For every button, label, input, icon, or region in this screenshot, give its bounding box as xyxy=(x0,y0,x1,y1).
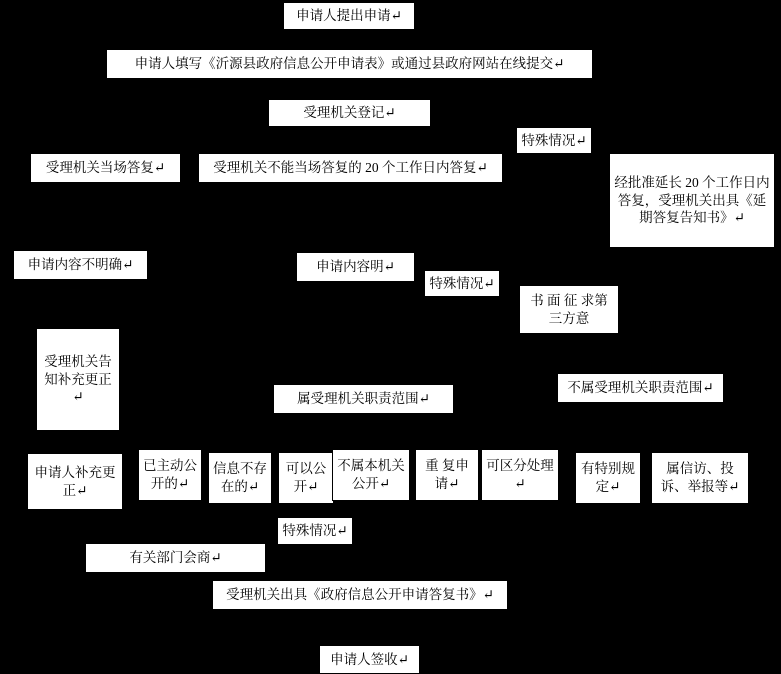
flowchart-node: 特殊情况↵ xyxy=(277,517,353,545)
flowchart-node: 特殊情况↵ xyxy=(424,270,500,297)
flowchart-node: 经批准延长 20 个工作日内答复，受理机关出具《延期答复告知书》↵ xyxy=(609,153,775,248)
flowchart-node: 有关部门会商↵ xyxy=(85,543,266,573)
flowchart-node: 属受理机关职责范围↵ xyxy=(273,384,454,414)
flowchart-node: 受理机关告知补充更正↵ xyxy=(36,328,120,431)
flowchart-node: 书 面 征 求第三方意 xyxy=(519,285,619,334)
flowchart-node: 重 复申请↵ xyxy=(415,449,479,501)
flowchart-node: 申请人填写《沂源县政府信息公开申请表》或通过县政府网站在线提交↵ xyxy=(106,49,593,79)
flowchart-node: 受理机关出具《政府信息公开申请答复书》↵ xyxy=(212,580,508,610)
flowchart-node: 已主动公开的↵ xyxy=(138,449,202,501)
flowchart-node: 受理机关不能当场答复的 20 个工作日内答复↵ xyxy=(198,153,503,183)
flowchart-node: 不属受理机关职责范围↵ xyxy=(557,373,724,403)
flowchart-node: 申请人补充更正↵ xyxy=(27,453,123,510)
flowchart-node: 受理机关当场答复↵ xyxy=(30,153,181,183)
flowchart-node: 信息不存在的↵ xyxy=(208,452,272,504)
flowchart-node: 不属本机关公开↵ xyxy=(332,449,410,501)
flowchart-node: 特殊情况↵ xyxy=(516,127,592,154)
flowchart-node: 有特别规定↵ xyxy=(575,452,641,504)
flowchart-node: 属信访、投诉、举报等↵ xyxy=(651,452,749,504)
flowchart-node: 申请人提出申请↵ xyxy=(283,2,415,30)
flowchart-node: 可区分处理↵ xyxy=(481,449,559,501)
flowchart-node: 可以公开↵ xyxy=(278,452,334,504)
flowchart-node: 受理机关登记↵ xyxy=(268,99,431,127)
flowchart-node: 申请内容明↵ xyxy=(296,252,415,282)
flowchart-node: 申请内容不明确↵ xyxy=(13,250,148,280)
flowchart-node: 申请人签收↵ xyxy=(319,645,420,674)
